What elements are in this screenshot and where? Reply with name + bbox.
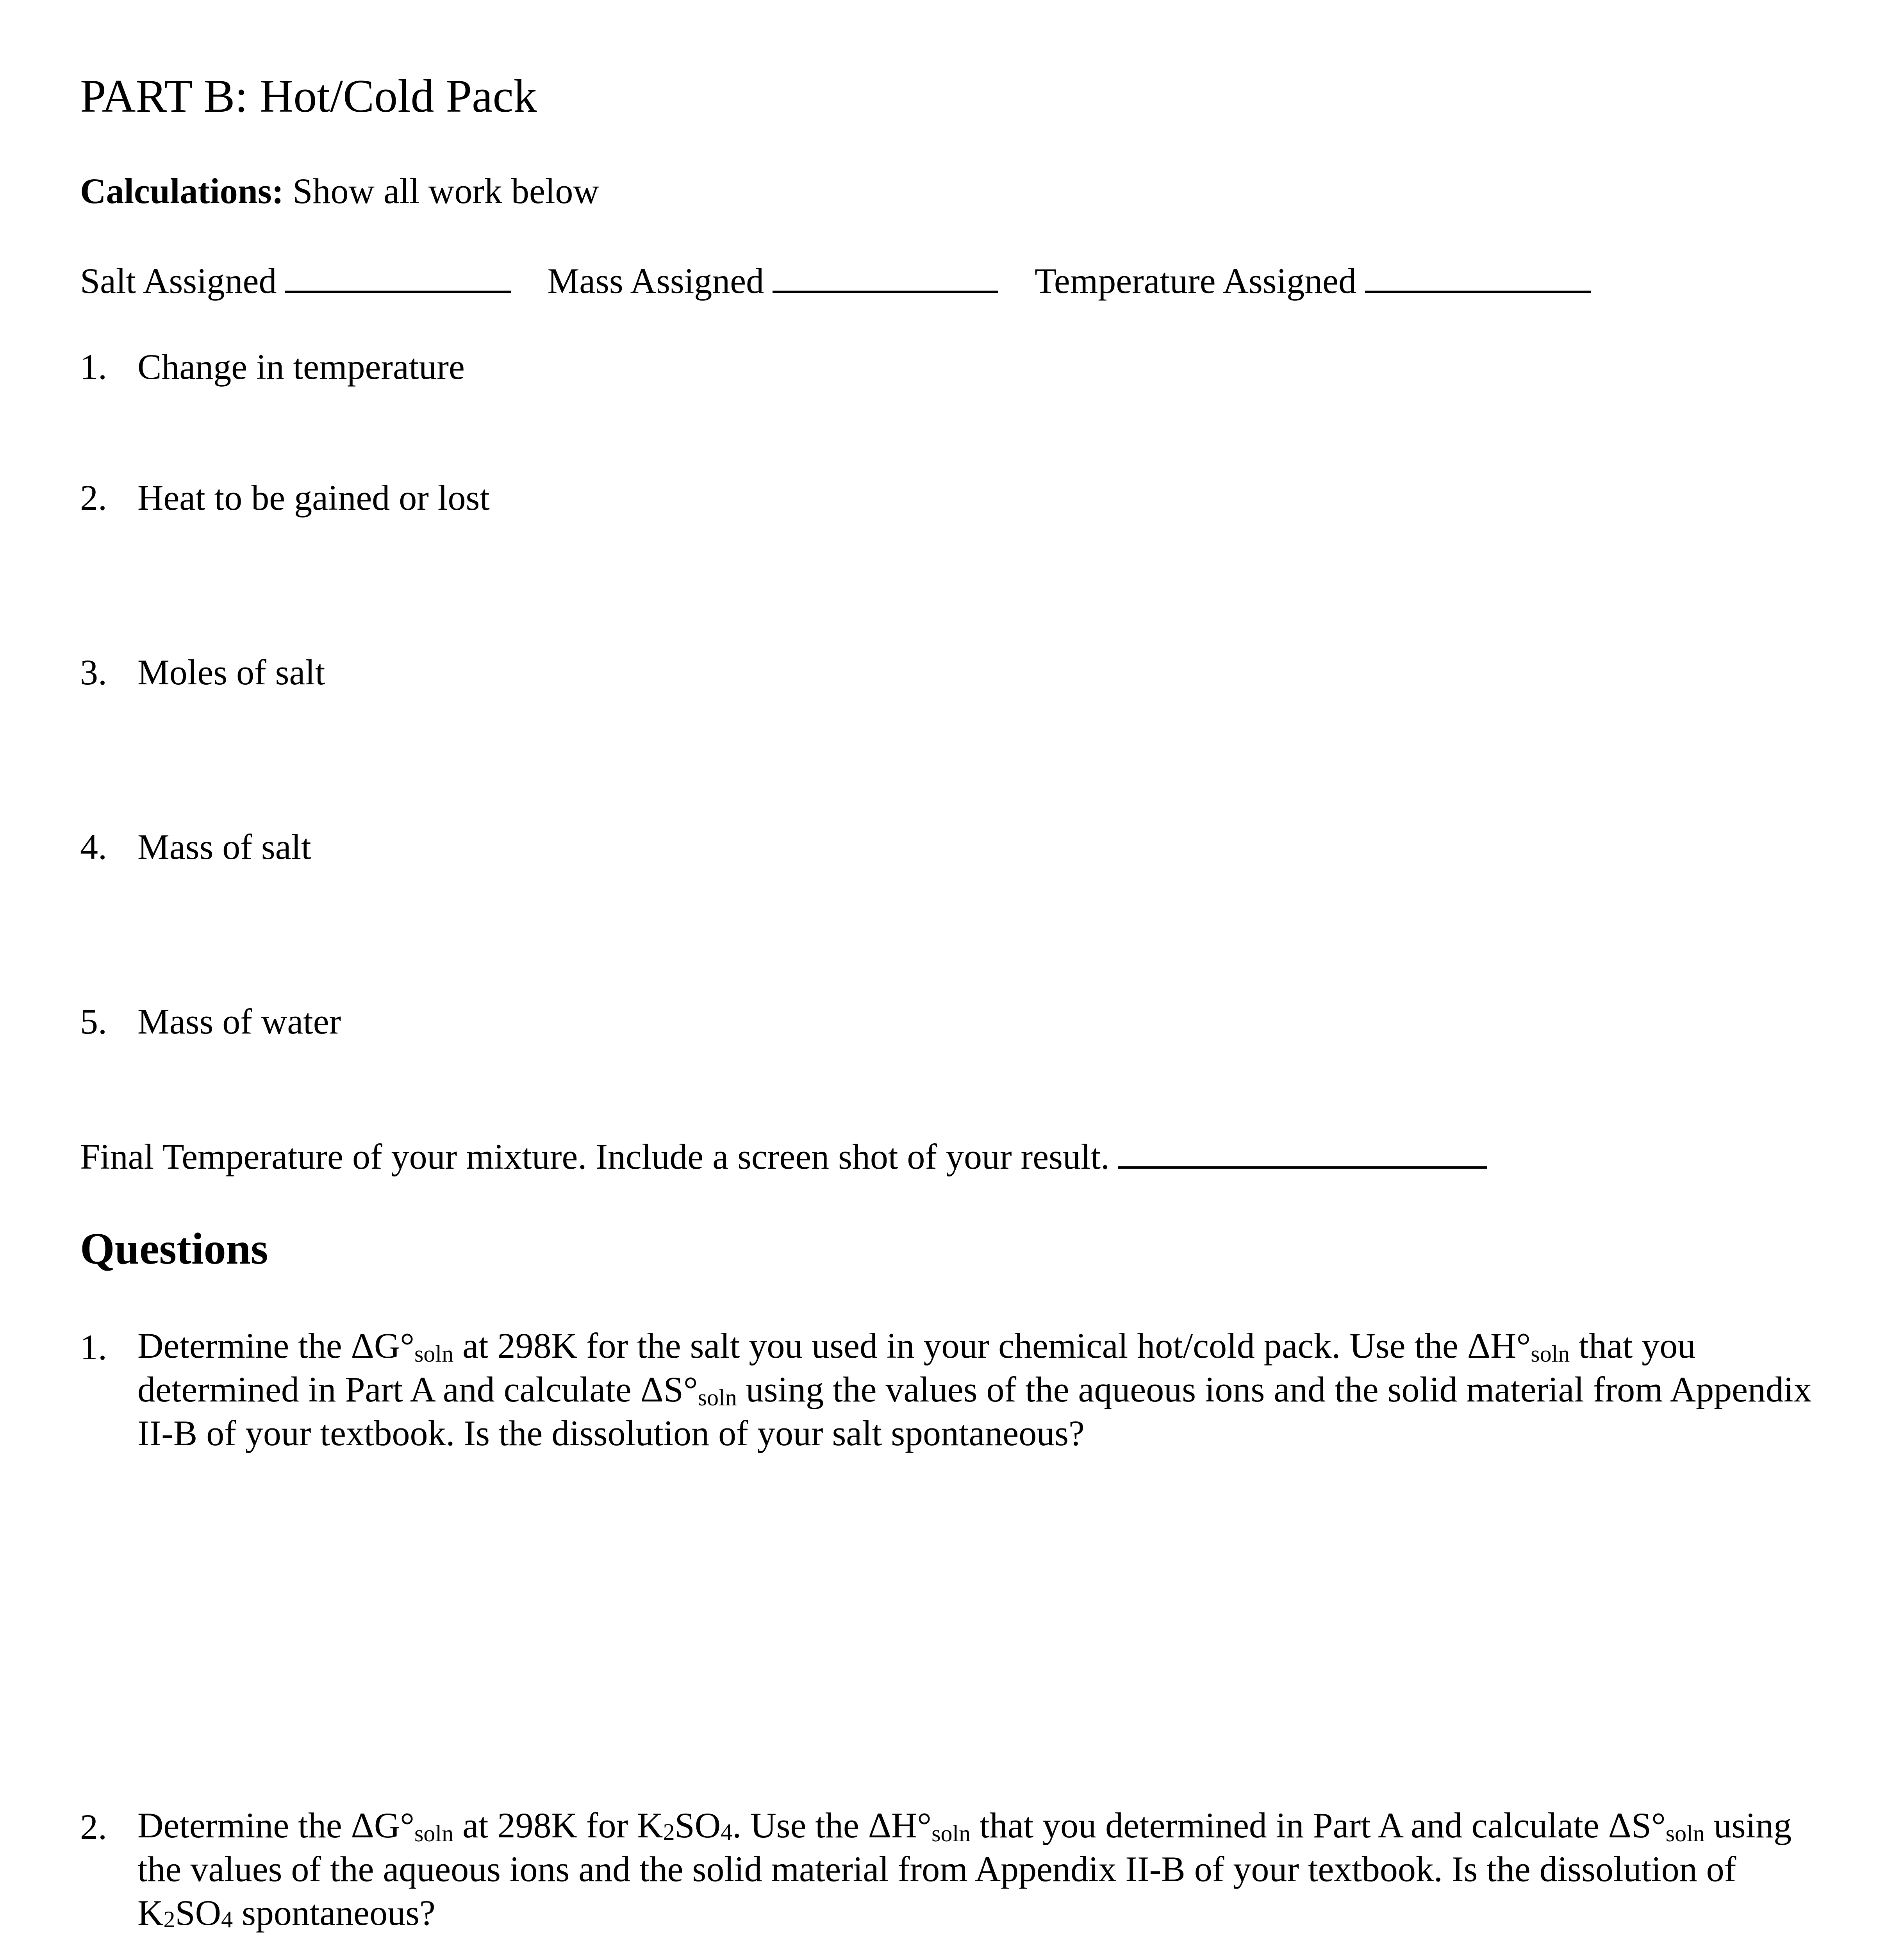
question-text-part: . Use the ΔH° — [732, 1805, 932, 1845]
question-number: 1. — [80, 1327, 107, 1367]
question-text-part: that you determined in Part A and calculate ΔS° — [137, 1326, 1696, 1409]
subscript: 4 — [221, 1907, 233, 1932]
question-text-part: that you determined in Part A and calculate ΔS° — [971, 1805, 1666, 1845]
calc-item-number: 1. — [80, 347, 107, 387]
question-text-part: Determine the ΔG° — [137, 1805, 415, 1845]
calculations-line — [80, 173, 599, 209]
calc-item-number: 5. — [80, 1001, 107, 1041]
mass-assigned-label: Mass Assigned — [547, 261, 764, 301]
calc-item-text: Mass of water — [137, 1001, 341, 1041]
salt-assigned-blank[interactable] — [285, 261, 511, 293]
temperature-assigned-label: Temperature Assigned — [1035, 261, 1356, 301]
final-temperature-text: Final Temperature of your mixture. Include a screen shot of your result. — [80, 1137, 1110, 1176]
mass-assigned-field — [547, 261, 998, 299]
page-title: PART B: Hot/Cold Pack — [80, 70, 537, 122]
question-text-part: Determine the ΔG° — [137, 1326, 415, 1366]
question-text-part: using the values of the aqueous ions and the solid material from Appendix II-B of your textbook. Is the dissolution of your salt spontaneous? — [137, 1369, 1812, 1453]
question-number: 2. — [80, 1807, 107, 1847]
question-text — [137, 1324, 1829, 1455]
subscript: soln — [414, 1341, 454, 1367]
calc-item-number: 3. — [80, 652, 107, 692]
question-text-part: SO — [675, 1805, 721, 1845]
calc-item-number: 2. — [80, 478, 107, 518]
subscript: soln — [698, 1385, 737, 1410]
final-temperature-blank[interactable] — [1118, 1137, 1487, 1169]
subscript: soln — [414, 1821, 454, 1846]
calculations-label: Calculations: — [80, 171, 284, 211]
subscript: 4 — [721, 1819, 733, 1845]
calc-item-number: 4. — [80, 827, 107, 867]
question-text-part: using the values of the aqueous ions and the solid material from Appendix II-B of your textbook. Is the dissolution of K — [137, 1805, 1792, 1933]
temperature-assigned-field — [1035, 261, 1591, 299]
subscript: soln — [1531, 1341, 1570, 1367]
salt-assigned-field — [80, 261, 511, 299]
calc-item-text: Change in temperature — [137, 347, 465, 387]
question-text — [137, 1803, 1829, 1935]
question-text-part: spontaneous? — [233, 1893, 435, 1933]
subscript: soln — [1665, 1821, 1705, 1846]
final-temperature-line — [80, 1137, 1487, 1175]
calc-item-text: Mass of salt — [137, 827, 311, 867]
calc-item-text: Heat to be gained or lost — [137, 478, 490, 518]
question-text-part: SO — [175, 1893, 221, 1933]
subscript: soln — [931, 1821, 971, 1846]
subscript: 2 — [163, 1907, 175, 1932]
question-text-part: at 298K for K — [453, 1805, 663, 1845]
calculations-instruction: Show all work below — [293, 171, 599, 211]
subscript: 2 — [663, 1819, 675, 1845]
mass-assigned-blank[interactable] — [773, 261, 998, 293]
salt-assigned-label: Salt Assigned — [80, 261, 277, 301]
questions-heading: Questions — [80, 1224, 268, 1273]
question-text-part: at 298K for the salt you used in your chemical hot/cold pack. Use the ΔH° — [453, 1326, 1531, 1366]
assigned-row — [80, 261, 1591, 299]
temperature-assigned-blank[interactable] — [1365, 261, 1591, 293]
calc-item-text: Moles of salt — [137, 652, 325, 692]
